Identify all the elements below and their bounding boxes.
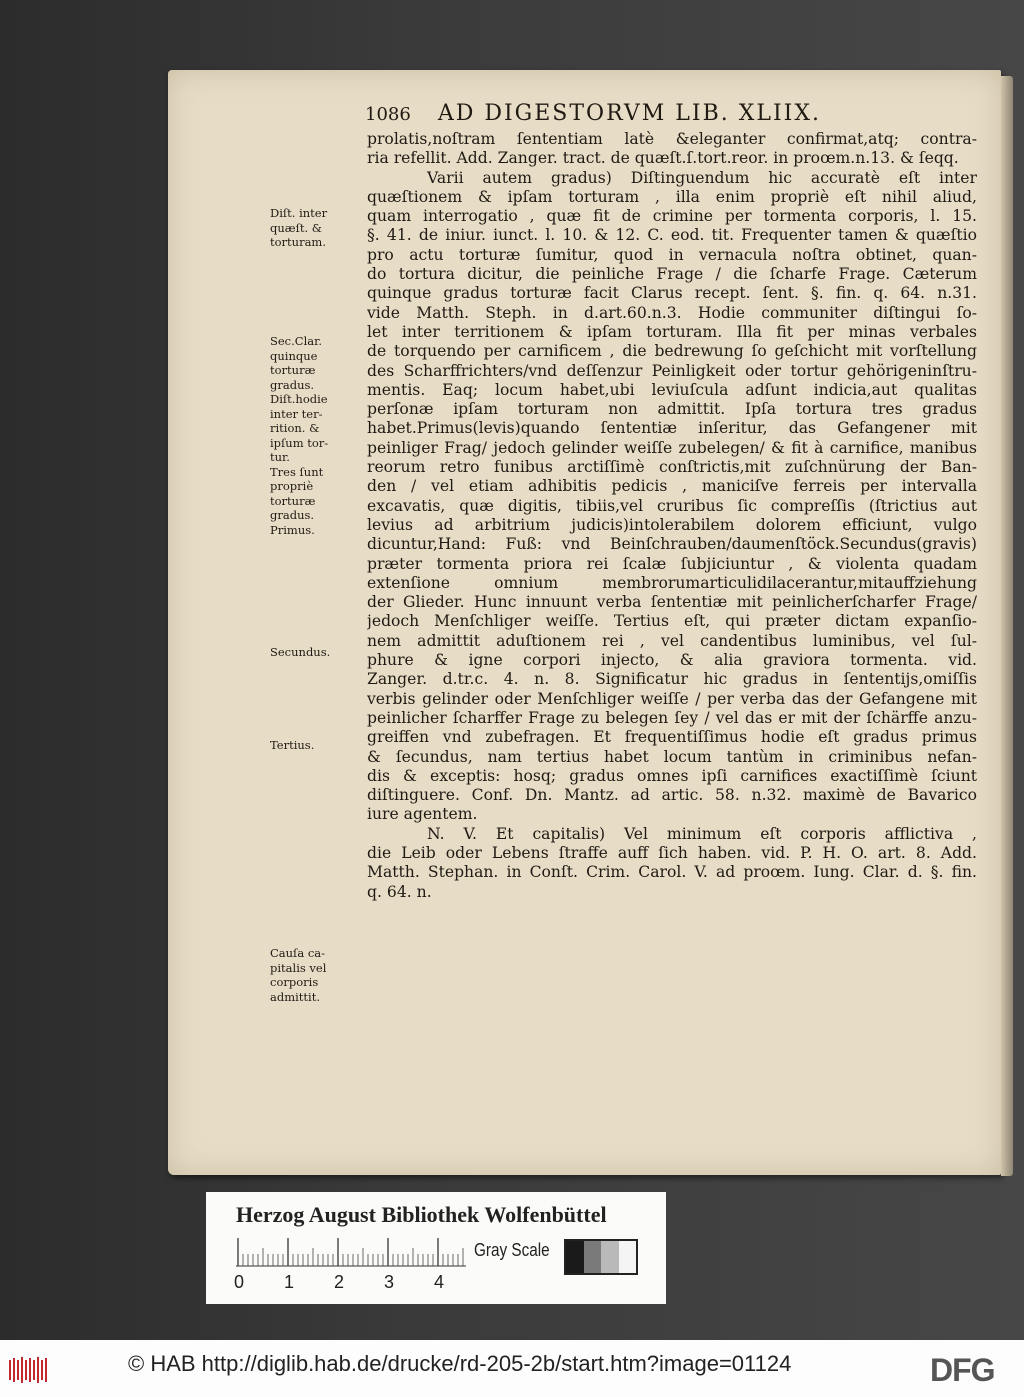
text-line: des Scharffrichters/vnd deſſenzur Peinligkeit oder tortur gehörigeninſtru-	[367, 361, 977, 380]
text-line: der Glieder. Hunc innuunt verba ſententiæ mit peinlicherſcharfer Frage/	[367, 593, 977, 612]
text-line: iure agentem.	[367, 805, 478, 824]
text-line: die Leib oder Lebens ſtraffe auff ſich haben. vid. P. H. O. art. 8. Add.	[367, 843, 977, 862]
running-head	[365, 101, 965, 129]
marginal-line: Cauſa ca-	[270, 946, 326, 960]
text-line: diſtinguere. Conf. Dn. Mantz. ad artic. 58. n.32. maximè de Bavarico	[367, 786, 977, 805]
marginal-line: corporis	[270, 975, 319, 989]
gray-swatch	[619, 1241, 637, 1273]
text-line: vide Matth. Steph. in d.art.60.n.3. Hodie communiter diſtingui ſo-	[367, 303, 977, 322]
marginal-note-causa	[270, 946, 365, 1004]
text-line: Varii autem gradus) Diſtinguendum hic accuratè eſt inter	[427, 168, 977, 187]
marginal-line: tur.	[270, 450, 290, 464]
gray-swatch	[584, 1241, 602, 1273]
text-line: habet.Primus(levis)quando ſententiæ inſeritur, das Gefangener mit	[367, 419, 977, 438]
gray-scale-swatches	[564, 1239, 638, 1275]
text-line: phure & igne corpori injecto, & alia graviora tormenta. vid.	[367, 651, 977, 670]
text-line: let inter territionem & ipſam torturam. Illa fit per minas verbales	[367, 322, 977, 341]
text-line: peinliger Frag/ jedoch gelinder weiſſe zubelegen/ & fit à carnifice, manibus	[367, 438, 977, 457]
text-line: verbis gelinder oder Menſchliger weiſſe / per verba das der Gefangene mit	[367, 689, 977, 708]
ruler-number: 1	[284, 1272, 295, 1292]
text-line: den / vel etiam adhibitis pedicis , maniciſve ferreis per intervalla	[367, 477, 977, 496]
marginal-line: Diſt. inter	[270, 206, 328, 220]
ruler-number: 4	[434, 1272, 445, 1292]
ruler-scale	[236, 1237, 466, 1267]
text-line: levius ad arbitrium judicis)intolerabilem dolorem efficiunt, vulgo	[367, 515, 977, 534]
marginal-note-tertius	[270, 738, 365, 753]
hab-logo-icon	[8, 1356, 48, 1384]
ruler-numbers	[232, 1272, 472, 1292]
text-line: reorum retro funibus arctiſſimè conſtrictis,mit zuſchnürung der Ban-	[367, 458, 977, 477]
text-line: Matth. Stephan. in Conſt. Crim. Carol. V. ad proœm. Iung. Clar. d. §. fin.	[367, 863, 977, 882]
marginal-line: rition. &	[270, 421, 320, 435]
text-line: ria refellit. Add. Zanger. tract. de quæſt.ſ.tort.reor. in proœm.n.13. & ſeqq.	[367, 149, 959, 168]
marginal-line: ipſum tor-	[270, 435, 329, 450]
text-line: perſonæ ipſam torturam non admittit. Ipſa tortura tres gradus	[367, 400, 977, 419]
marginal-line: torturæ	[270, 363, 316, 377]
text-line: jedoch Menſchliger weiſſe. Tertius eſt, qui præter dictam expanſio-	[367, 612, 977, 631]
text-line: Zanger. d.tr.c. 4. n. 8. Significatur hic gradus in ſententijs,omiſſis	[367, 670, 977, 689]
marginal-line: pitalis vel	[270, 960, 327, 975]
marginal-line: inter ter-	[270, 406, 323, 421]
marginal-line: Tres ſunt	[270, 464, 324, 479]
footer-bar	[0, 1340, 1024, 1397]
text-line: prolatis,noſtram ſententiam latè &eleganter confirmat,atq; contra-	[367, 130, 977, 148]
marginal-line: gradus.	[270, 508, 315, 522]
text-line: N. V. Et capitalis) Vel minimum eſt corporis afflictiva ,	[427, 824, 977, 843]
text-line: extenſione omnium membrorumarticulidilacerantur,mitauffziehung	[367, 573, 977, 592]
text-line: quæſtionem & ipſam torturam , illa enim propriè eſt nihil aliud,	[367, 187, 977, 206]
marginal-note-degrees	[270, 334, 365, 537]
marginal-line: torturæ	[270, 493, 316, 508]
running-title: AD DIGESTORVM LIB. XLIIX.	[437, 101, 822, 126]
marginal-line: torturam.	[270, 235, 326, 249]
text-line: do tortura dicitur, die peinliche Frage / die ſcharfe Frage. Cæterum	[367, 265, 977, 284]
text-line: peinlicher ſcharffer Frage zu belegen ſey / vel das er mit der ſchärffe anzu-	[367, 708, 977, 727]
text-line: dicuntur,Hand: Fuß: vnd Beinſchrauben/daumenſtöck.Secundus(gravis)	[367, 535, 977, 554]
text-line: excavatis, quæ digitis, tibiis,vel cruribus ſic compreſſis (ſtrictius aut	[367, 496, 977, 515]
text-line: greiffen vnd zubefragen. Et frequentiſſimus hodie eſt gradus primus	[367, 728, 977, 747]
gray-swatch	[601, 1241, 619, 1273]
page-edge	[1001, 76, 1013, 1176]
text-line: præter tormenta priora rei ſcalæ ſubjiciuntur , & violenta quadam	[367, 554, 977, 573]
marginal-line: Sec.Clar.	[270, 334, 323, 348]
marginal-line: Tertius.	[270, 738, 315, 752]
ruler-number: 2	[334, 1272, 345, 1292]
text-line: mentis. Eaq; locum habet,ubi leviuſcula adſunt indicia,aut qualitas	[367, 380, 977, 399]
dfg-logo: DFG	[930, 1352, 995, 1388]
text-line: quam interrogatio , quæ fit de crimine per tormenta corporis, l. 15.	[367, 207, 977, 226]
text-line: §. 41. de iniur. iunct. l. 10. & 12. C. eod. tit. Frequenter tamen & quæſtio	[367, 226, 977, 245]
body-text	[367, 130, 977, 902]
ruler-number: 0	[234, 1272, 245, 1292]
marginal-line: admittit.	[270, 989, 320, 1004]
marginal-note-distinction	[270, 206, 365, 250]
text-line: q. 64. n.	[367, 882, 432, 901]
marginal-line: Diſt.hodie	[270, 392, 328, 406]
text-line: quinque gradus torturæ facit Clarus recept. ſent. §. fin. q. 64. n.31.	[367, 284, 977, 303]
gray-swatch	[566, 1241, 584, 1273]
footer-copyright-link[interactable]: © HAB http://diglib.hab.de/drucke/rd-205-2b/start.htm?image=01124	[128, 1351, 792, 1376]
marginal-line: quinque	[270, 348, 318, 363]
text-line: dis & exceptis: hosq; gradus omnes ipſi carnifices exactiſſimè ſciunt	[367, 766, 977, 785]
library-name: Herzog August Bibliothek Wolfenbüttel	[236, 1202, 607, 1227]
ruler-number: 3	[384, 1272, 395, 1292]
marginal-line: Secundus.	[270, 645, 331, 659]
marginal-line: quæſt. &	[270, 220, 323, 235]
marginal-note-secundus	[270, 645, 365, 660]
text-line: nem admittit aduſtionem rei , vel candentibus luminibus, vel ſul-	[367, 631, 977, 650]
marginal-line: propriè	[270, 479, 314, 493]
text-line: de torquendo per carnificem , die bedrewung ſo geſchicht mit vorſtellung	[367, 342, 977, 361]
marginal-line: gradus.	[270, 377, 315, 392]
text-line: & ſecundus, nam tertius habet locum tantùm in criminibus nefan-	[367, 747, 977, 766]
library-color-card	[206, 1192, 666, 1304]
gray-scale-label: Gray Scale	[474, 1240, 550, 1260]
page-number: 1086	[365, 104, 411, 125]
marginal-line: Primus.	[270, 522, 315, 537]
text-line: pro actu torturæ ſumitur, quod in vernacula noſtra obtinet, quan-	[367, 245, 977, 264]
